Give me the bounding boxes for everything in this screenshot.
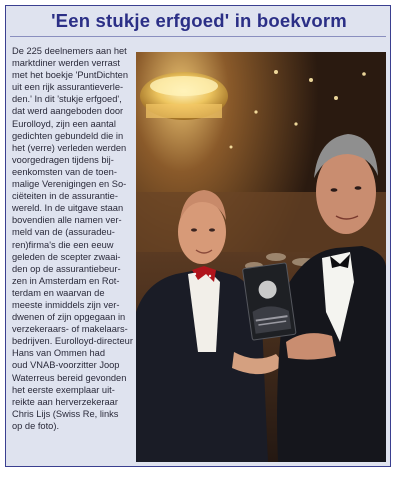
body-line: met het boekje 'PuntDichten: [12, 70, 128, 81]
body-line: malige Verenigingen en So-: [12, 179, 127, 190]
body-line: den.' In dit 'stukje erfgoed',: [12, 94, 122, 105]
article-panel: [5, 5, 391, 467]
body-line: ciëteiten in de assurantie-: [12, 191, 118, 202]
body-line: meeste inmiddels zijn ver-: [12, 299, 120, 310]
body-line: bovendien alle namen ver-: [12, 215, 122, 226]
award-photo: [136, 52, 386, 462]
article-body: [12, 45, 136, 432]
body-line: wereld. In de uitgave staan: [12, 203, 124, 214]
body-line: eenkomsten van de toen-: [12, 166, 117, 177]
body-line: gedichten gebundeld die in: [12, 130, 124, 141]
body-line: Waterreus bereid gevonden: [12, 372, 127, 383]
chandelier: [140, 72, 228, 120]
body-line: bedrijven. Eurolloyd-directeur: [12, 336, 133, 347]
body-line: zen in Amsterdam en Rot-: [12, 275, 120, 286]
body-line: dat werd aangeboden door: [12, 106, 124, 117]
headline-divider: [10, 36, 386, 37]
body-line: Chris Lijs (Swiss Re, links: [12, 408, 119, 419]
body-line: uit een rijk assurantieverle-: [12, 82, 124, 93]
body-line: oud VNAB-voorzitter Joop: [12, 360, 120, 371]
body-line: ren)firma's die een eeuw: [12, 239, 114, 250]
body-line: geleden de scepter zwaai-: [12, 251, 121, 262]
body-line: meld van de (assuradeu-: [12, 227, 115, 238]
article-headline: 'Een stukje erfgoed' in boekvorm: [51, 10, 347, 31]
body-line: op de foto).: [12, 420, 60, 431]
body-line: Hans van Ommen had: [12, 348, 106, 359]
body-line: het (verre) verleden werden: [12, 142, 127, 153]
body-line: dwenen of zijn opgegaan in: [12, 312, 126, 323]
body-line: terdam en waarvan de: [12, 287, 105, 298]
body-line: voorgedragen tijdens bij-: [12, 154, 114, 165]
body-line: Eurolloyd, zijn een aantal: [12, 118, 116, 129]
body-line: reikte aan herverzekeraar: [12, 396, 118, 407]
body-line: verzekeraars- of makelaars-: [12, 324, 128, 335]
body-line: het eerste exemplaar uit-: [12, 384, 115, 395]
body-line: den op de assurantiebeur-: [12, 263, 121, 274]
body-line: marktdiner werden verrast: [12, 58, 120, 69]
book-puntdichten: [242, 263, 296, 340]
body-line: De 225 deelnemers aan het: [12, 46, 127, 56]
